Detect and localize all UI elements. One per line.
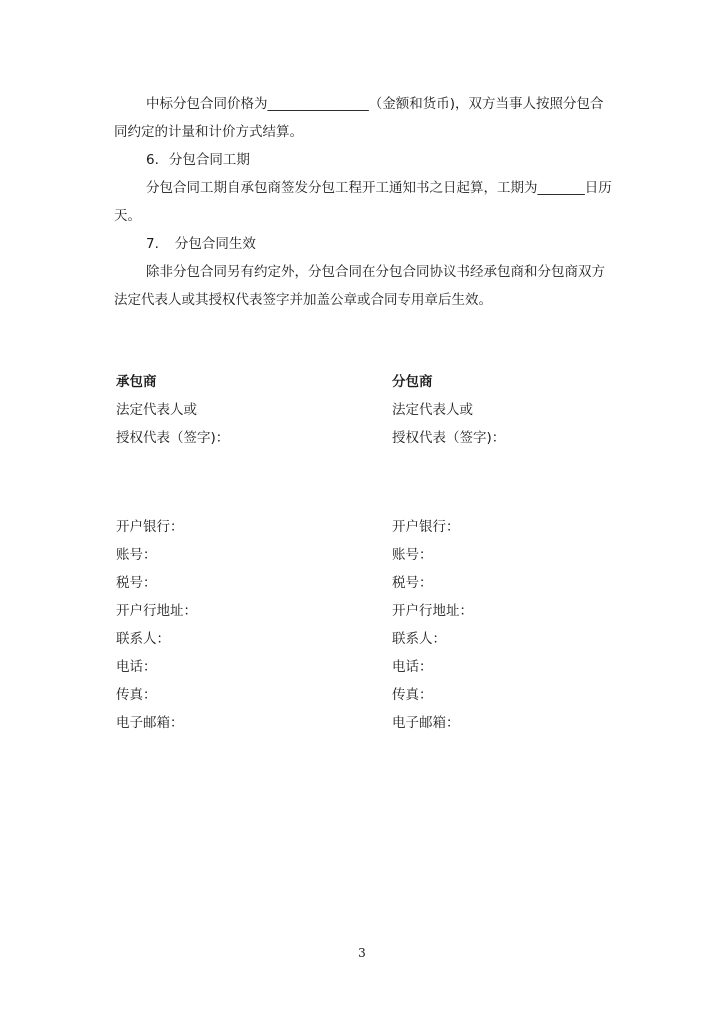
- contractor-rep-line1: 法定代表人或: [116, 402, 197, 418]
- clause-period: 分包合同工期自承包商签发分包工程开工通知书之日起算，工期为_______日历天。: [114, 180, 612, 224]
- clause-period-number: 6.: [146, 152, 159, 168]
- subcontractor-account: 账号：: [392, 547, 433, 563]
- subcontractor-rep-line2: 授权代表（签字)：: [392, 430, 506, 446]
- page-number: 3: [358, 946, 366, 960]
- contractor-signature-block: [116, 368, 376, 737]
- subcontractor-signature-block: [392, 368, 652, 737]
- subcontractor-email: 电子邮箱：: [392, 715, 460, 731]
- clause-period-title: 分包合同工期: [168, 152, 250, 168]
- contractor-bank-address: 开户行地址：: [116, 603, 197, 619]
- subcontractor-fax: 传真：: [392, 687, 433, 703]
- subcontractor-title: 分包商: [392, 374, 433, 390]
- clause-effect-title: 分包合同生效: [174, 236, 256, 252]
- contractor-contact: 联系人：: [116, 631, 170, 647]
- contractor-bank: 开户银行：: [116, 519, 184, 535]
- subcontractor-rep-line1: 法定代表人或: [392, 402, 473, 418]
- contractor-account: 账号：: [116, 547, 157, 563]
- subcontractor-contact: 联系人：: [392, 631, 446, 647]
- contractor-email: 电子邮箱：: [116, 715, 184, 731]
- clause-price: 中标分包合同价格为_______________（金额和货币)，双方当事人按照分包合同约定的计量和计价方式结算。: [114, 96, 604, 140]
- contractor-tax: 税号：: [116, 575, 157, 591]
- contractor-fax: 传真：: [116, 687, 157, 703]
- contractor-rep-line2: 授权代表（签字)：: [116, 430, 230, 446]
- subcontractor-tax: 税号：: [392, 575, 433, 591]
- subcontractor-bank: 开户银行：: [392, 519, 460, 535]
- clause-effect: 除非分包合同另有约定外，分包合同在分包合同协议书经承包商和分包商双方法定代表人或其授权代表签字并加盖公章或合同专用章后生效。: [114, 264, 605, 308]
- clause-effect-number: 7.: [146, 236, 159, 252]
- clause-effect-heading: [146, 230, 256, 258]
- contractor-phone: 电话：: [116, 659, 157, 675]
- subcontractor-bank-address: 开户行地址：: [392, 603, 473, 619]
- clause-period-heading: [146, 146, 250, 174]
- contractor-title: 承包商: [116, 374, 157, 390]
- subcontractor-phone: 电话：: [392, 659, 433, 675]
